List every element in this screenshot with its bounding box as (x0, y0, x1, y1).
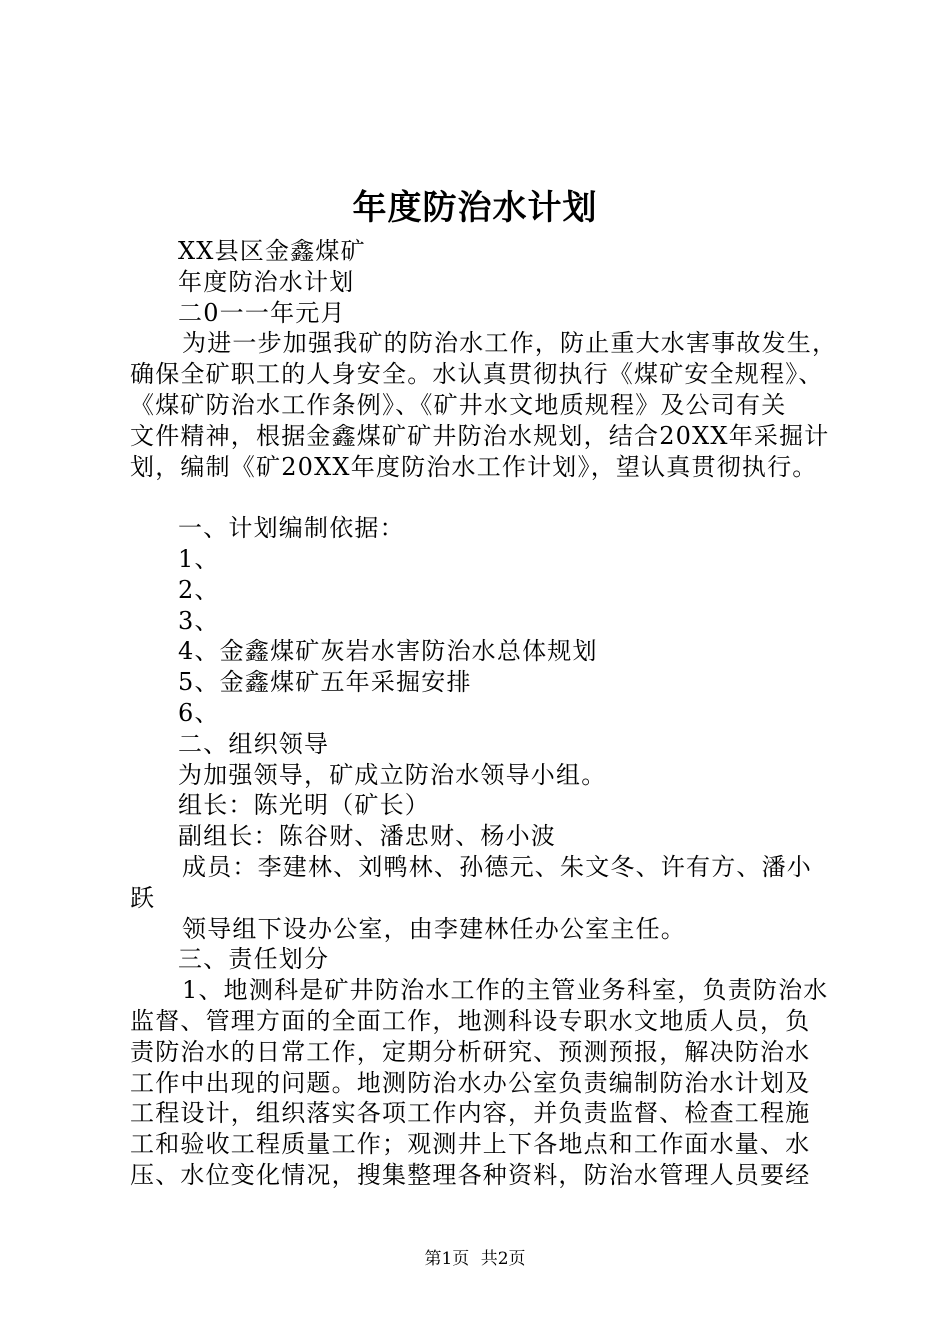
date-line: 二0一一年元月 (178, 298, 346, 327)
section-heading: 三、责任划分 (178, 945, 330, 974)
org-line: XX县区金鑫煤矿 (178, 237, 366, 265)
subtitle-line: 年度防治水计划 (178, 267, 355, 296)
intro-line: 为进一步加强我矿的防治水工作，防止重大水害事故发生， (182, 329, 838, 358)
page-footer (0, 1244, 950, 1269)
members-line-continued: 跃 (130, 883, 156, 912)
text-line: 组长：陈光明（矿长） (178, 791, 430, 820)
para-line: 压、水位变化情况，搜集整理各种资料，防治水管理人员要经 (130, 1160, 811, 1189)
intro-line: 文件精神，根据金鑫煤矿矿井防治水规划，结合20XX年采掘计 (130, 421, 830, 450)
spacer (130, 482, 830, 513)
document-title: 年度防治水计划 (352, 188, 598, 228)
list-item: 6、 (178, 698, 220, 727)
section-heading: 一、计划编制依据： (178, 514, 405, 543)
page-number: 第1页 (424, 1249, 470, 1269)
text-line: 为加强领导，矿成立防治水领导小组。 (178, 760, 607, 789)
intro-line: 《煤矿防治水工作条例》、《矿井水文地质规程》及公司有关 (130, 390, 787, 419)
para-line: 工和验收工程质量工作；观测井上下各地点和工作面水量、水 (130, 1130, 811, 1159)
list-item: 3、 (178, 606, 220, 635)
intro-line: 确保全矿职工的人身安全。水认真贯彻执行《煤矿安全规程》、 (130, 360, 824, 389)
office-line: 领导组下设办公室，由李建林任办公室主任。 (182, 914, 686, 943)
list-item: 2、 (178, 575, 220, 604)
intro-line: 划，编制《矿20XX年度防治水工作计划》，望认真贯彻执行。 (130, 452, 818, 481)
document-body (130, 236, 838, 1191)
list-item: 4、金鑫煤矿灰岩水害防治水总体规划 (178, 637, 598, 666)
list-item: 1、 (178, 544, 220, 573)
para-line: 工程设计，组织落实各项工作内容，并负责监督、检查工程施 (130, 1099, 811, 1128)
para-line: 监督、管理方面的全面工作，地测科设专职水文地质人员，负 (130, 1006, 811, 1035)
section-heading: 二、组织领导 (178, 729, 330, 758)
para-line: 责防治水的日常工作，定期分析研究、预测预报，解决防治水 (130, 1037, 811, 1066)
list-item: 5、金鑫煤矿五年采掘安排 (178, 668, 472, 697)
members-line: 成员：李建林、刘鸭林、孙德元、朱文冬、许有方、潘小 (182, 852, 812, 881)
page-total: 共2页 (480, 1249, 526, 1269)
para-line: 1、地测科是矿井防治水工作的主管业务科室，负责防治水 (182, 976, 829, 1005)
text-line: 副组长：陈谷财、潘忠财、杨小波 (178, 822, 556, 851)
para-line: 工作中出现的问题。地测防治水办公室负责编制防治水计划及 (130, 1068, 811, 1097)
